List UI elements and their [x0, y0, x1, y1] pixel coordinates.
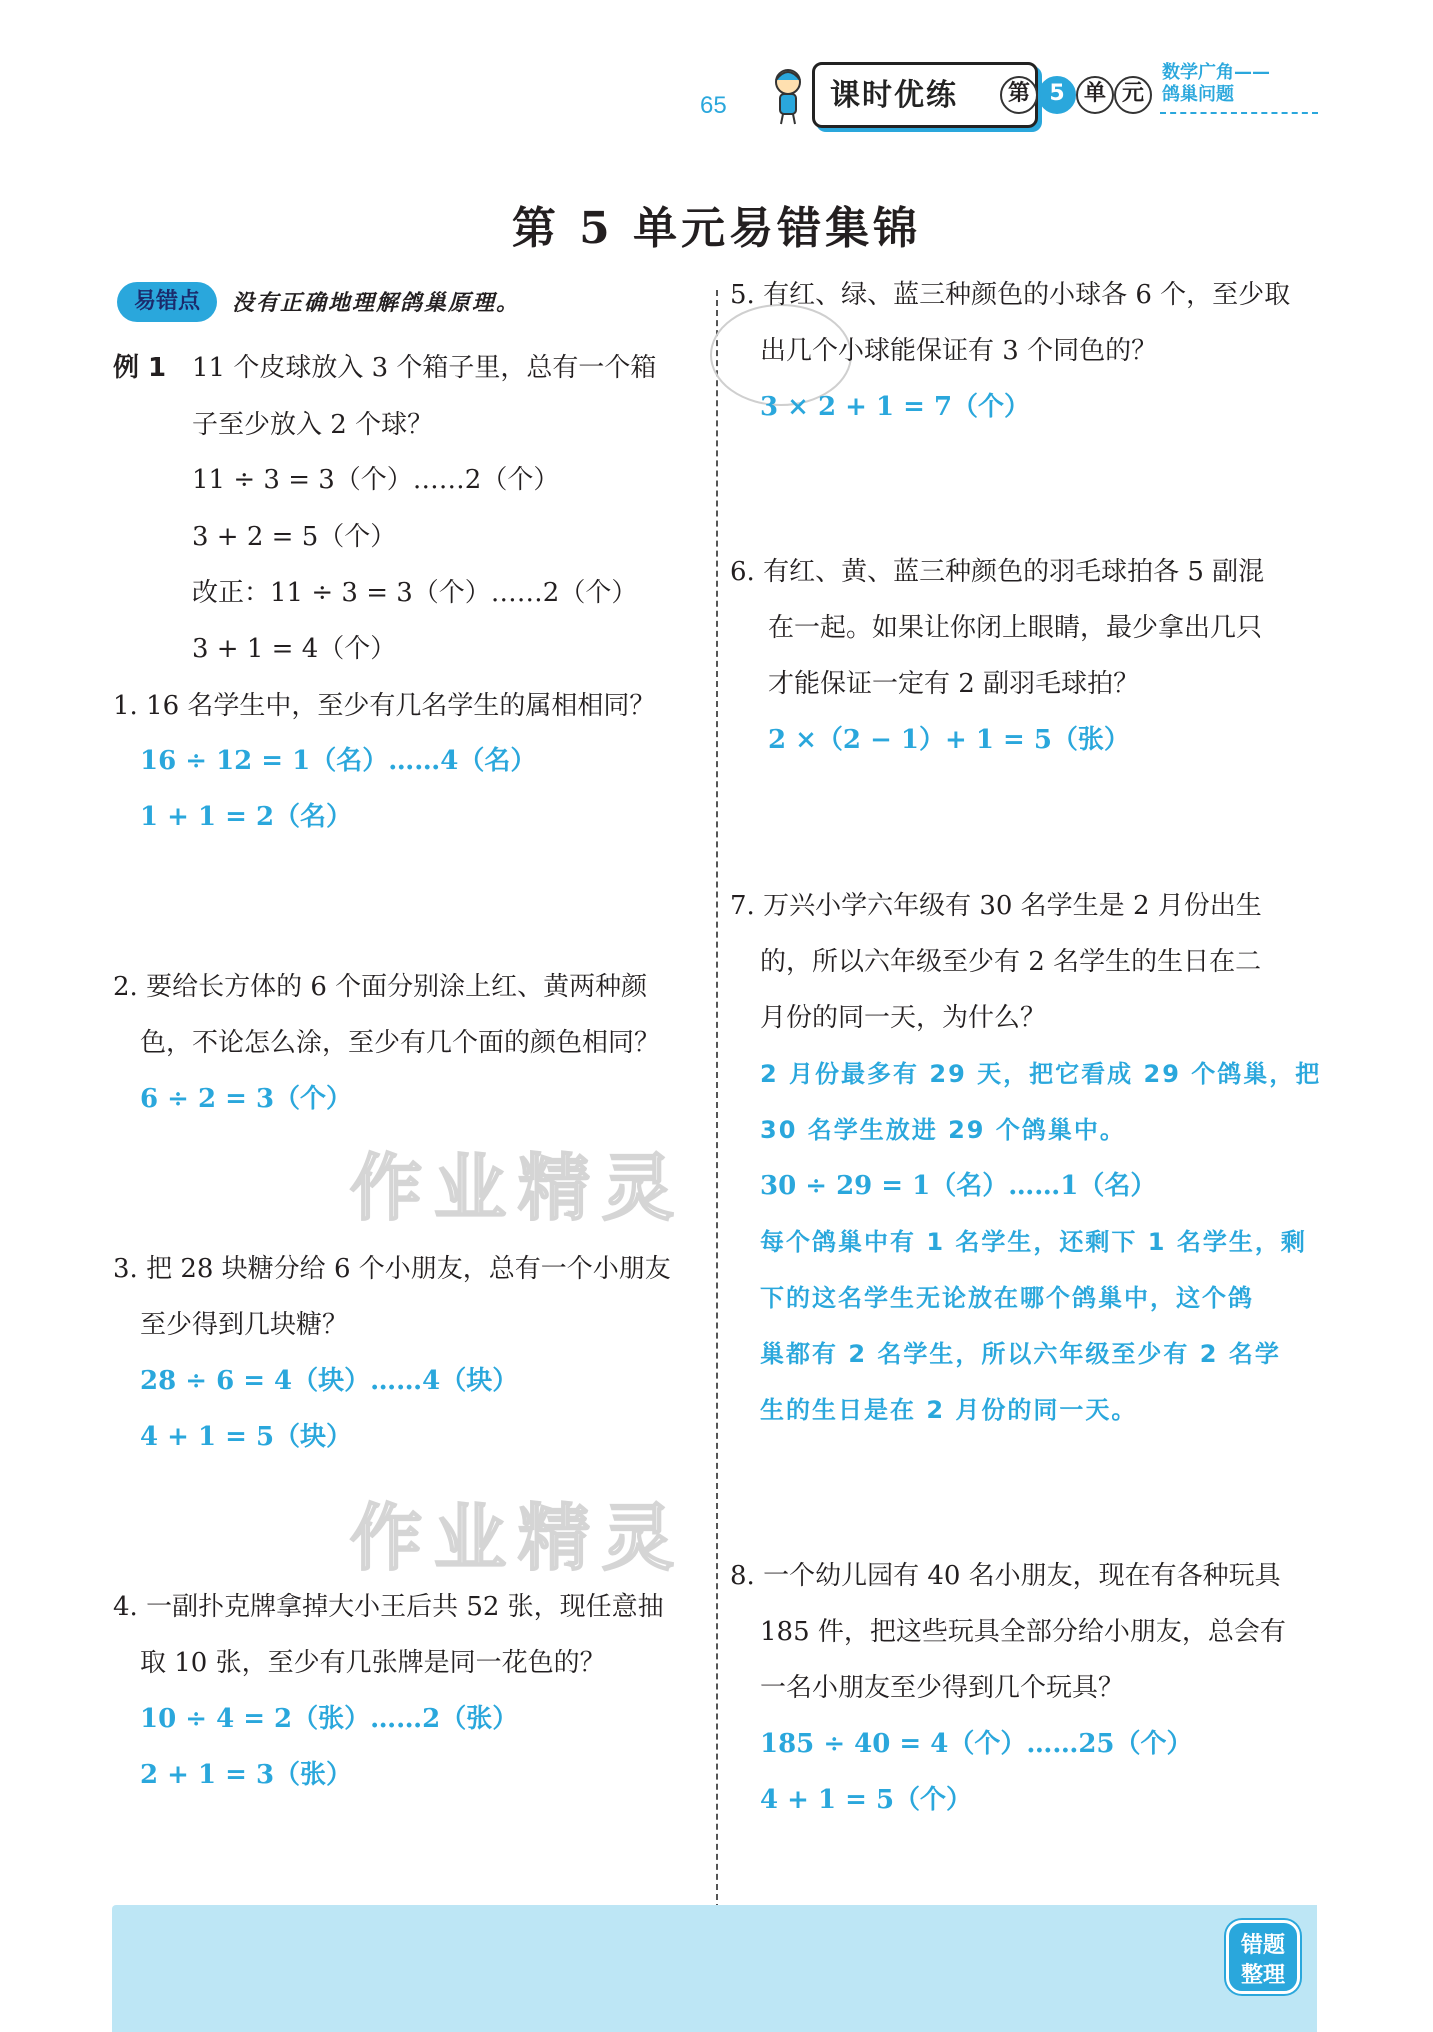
answer-4: 10 ÷ 4 = 2（张）……2（张）	[140, 1704, 519, 1734]
example-work: 11 ÷ 3 = 3（个）……2（个）	[192, 465, 560, 495]
question-7: 月份的同一天，为什么？	[760, 1003, 1047, 1033]
answer-3: 4 + 1 = 5（块）	[140, 1422, 353, 1452]
answer-7: 30 ÷ 29 = 1（名）……1（名）	[760, 1171, 1157, 1201]
example-label: 例 1	[113, 353, 167, 383]
column-divider	[716, 290, 718, 1910]
page-title: 第 5 单元易错集锦	[511, 203, 922, 254]
page-number: 65	[700, 92, 727, 119]
answer-6: 2 ×（2 − 1）+ 1 = 5（张）	[768, 725, 1130, 755]
error-point-text: 没有正确地理解鸽巢原理。	[232, 291, 521, 316]
answer-7: 30 名学生放进 29 个鸽巢中。	[760, 1116, 1126, 1144]
answer-2: 6 ÷ 2 = 3（个）	[140, 1084, 353, 1114]
answer-7: 巢都有 2 名学生，所以六年级至少有 2 名学	[760, 1340, 1281, 1368]
header-banner-title: 课时优练	[830, 78, 958, 113]
question-4: 4. 一副扑克牌拿掉大小王后共 52 张，现任意抽	[113, 1592, 664, 1622]
question-4: 取 10 张，至少有几张牌是同一花色的？	[140, 1648, 606, 1678]
error-review-button[interactable]	[1226, 1920, 1300, 1994]
question-7: 7. 万兴小学六年级有 30 名学生是 2 月份出生	[730, 891, 1262, 921]
question-8: 185 件，把这些玩具全部分给小朋友，总会有	[760, 1617, 1286, 1647]
question-5: 出几个小球能保证有 3 个同色的？	[760, 336, 1158, 366]
question-8: 一名小朋友至少得到几个玩具？	[760, 1673, 1125, 1703]
example-work: 3 + 2 = 5（个）	[192, 522, 397, 552]
answer-4: 2 + 1 = 3（张）	[140, 1760, 353, 1790]
header-topic	[1162, 62, 1270, 106]
question-2: 色，不论怎么涂，至少有几个面的颜色相同？	[140, 1028, 661, 1058]
question-8: 8. 一个幼儿园有 40 名小朋友，现在有各种玩具	[730, 1561, 1281, 1591]
answer-3: 28 ÷ 6 = 4（块）……4（块）	[140, 1366, 519, 1396]
question-3: 至少得到几块糖？	[140, 1310, 349, 1340]
question-7: 的，所以六年级至少有 2 名学生的生日在二	[760, 947, 1262, 977]
watermark: 作业精灵	[350, 1146, 687, 1230]
answer-7: 下的这名学生无论放在哪个鸽巢中，这个鸽	[760, 1284, 1254, 1312]
unit-number: 5	[1038, 76, 1076, 114]
question-3: 3. 把 28 块糖分给 6 个小朋友，总有一个小朋友	[113, 1254, 671, 1284]
error-point-badge: 易错点	[117, 282, 217, 322]
unit-char-4: 元	[1114, 76, 1152, 114]
footer-band	[112, 1905, 1317, 2032]
unit-char-3: 单	[1076, 76, 1114, 114]
header-underline	[1160, 112, 1318, 114]
question-5: 5. 有红、绿、蓝三种颜色的小球各 6 个，至少取	[730, 280, 1291, 310]
answer-8: 185 ÷ 40 = 4（个）……25（个）	[760, 1729, 1193, 1759]
header-topic-line1: 数学广角——	[1162, 62, 1270, 83]
mascot-icon	[768, 66, 808, 126]
answer-7: 每个鸽巢中有 1 名学生，还剩下 1 名学生，剩	[760, 1228, 1307, 1256]
footer-badge-line2: 整理	[1240, 1963, 1285, 1988]
answer-5: 3 × 2 + 1 = 7（个）	[760, 392, 1031, 422]
header-topic-line2: 鸽巢问题	[1162, 84, 1234, 105]
watermark: 作业精灵	[350, 1496, 687, 1580]
answer-1: 1 + 1 = 2（名）	[140, 802, 353, 832]
unit-char-1: 第	[1000, 76, 1038, 114]
example-line: 子至少放入 2 个球？	[192, 410, 434, 440]
answer-7: 生的生日是在 2 月份的同一天。	[760, 1396, 1138, 1424]
footer-badge-line1: 错题	[1240, 1933, 1285, 1958]
answer-7: 2 月份最多有 29 天，把它看成 29 个鸽巢，把	[760, 1060, 1322, 1088]
question-6: 6. 有红、黄、蓝三种颜色的羽毛球拍各 5 副混	[730, 557, 1265, 587]
example-work: 改正：11 ÷ 3 = 3（个）……2（个）	[192, 578, 638, 608]
example-work: 3 + 1 = 4（个）	[192, 634, 397, 664]
question-1: 1. 16 名学生中，至少有几名学生的属相相同？	[113, 691, 656, 721]
question-2: 2. 要给长方体的 6 个面分别涂上红、黄两种颜	[113, 972, 648, 1002]
answer-1: 16 ÷ 12 = 1（名）……4（名）	[140, 746, 537, 776]
question-6: 在一起。如果让你闭上眼睛，最少拿出几只	[768, 613, 1263, 643]
question-6: 才能保证一定有 2 副羽毛球拍？	[768, 669, 1140, 699]
answer-8: 4 + 1 = 5（个）	[760, 1785, 973, 1815]
example-line: 11 个皮球放入 3 个箱子里，总有一个箱	[192, 353, 657, 383]
